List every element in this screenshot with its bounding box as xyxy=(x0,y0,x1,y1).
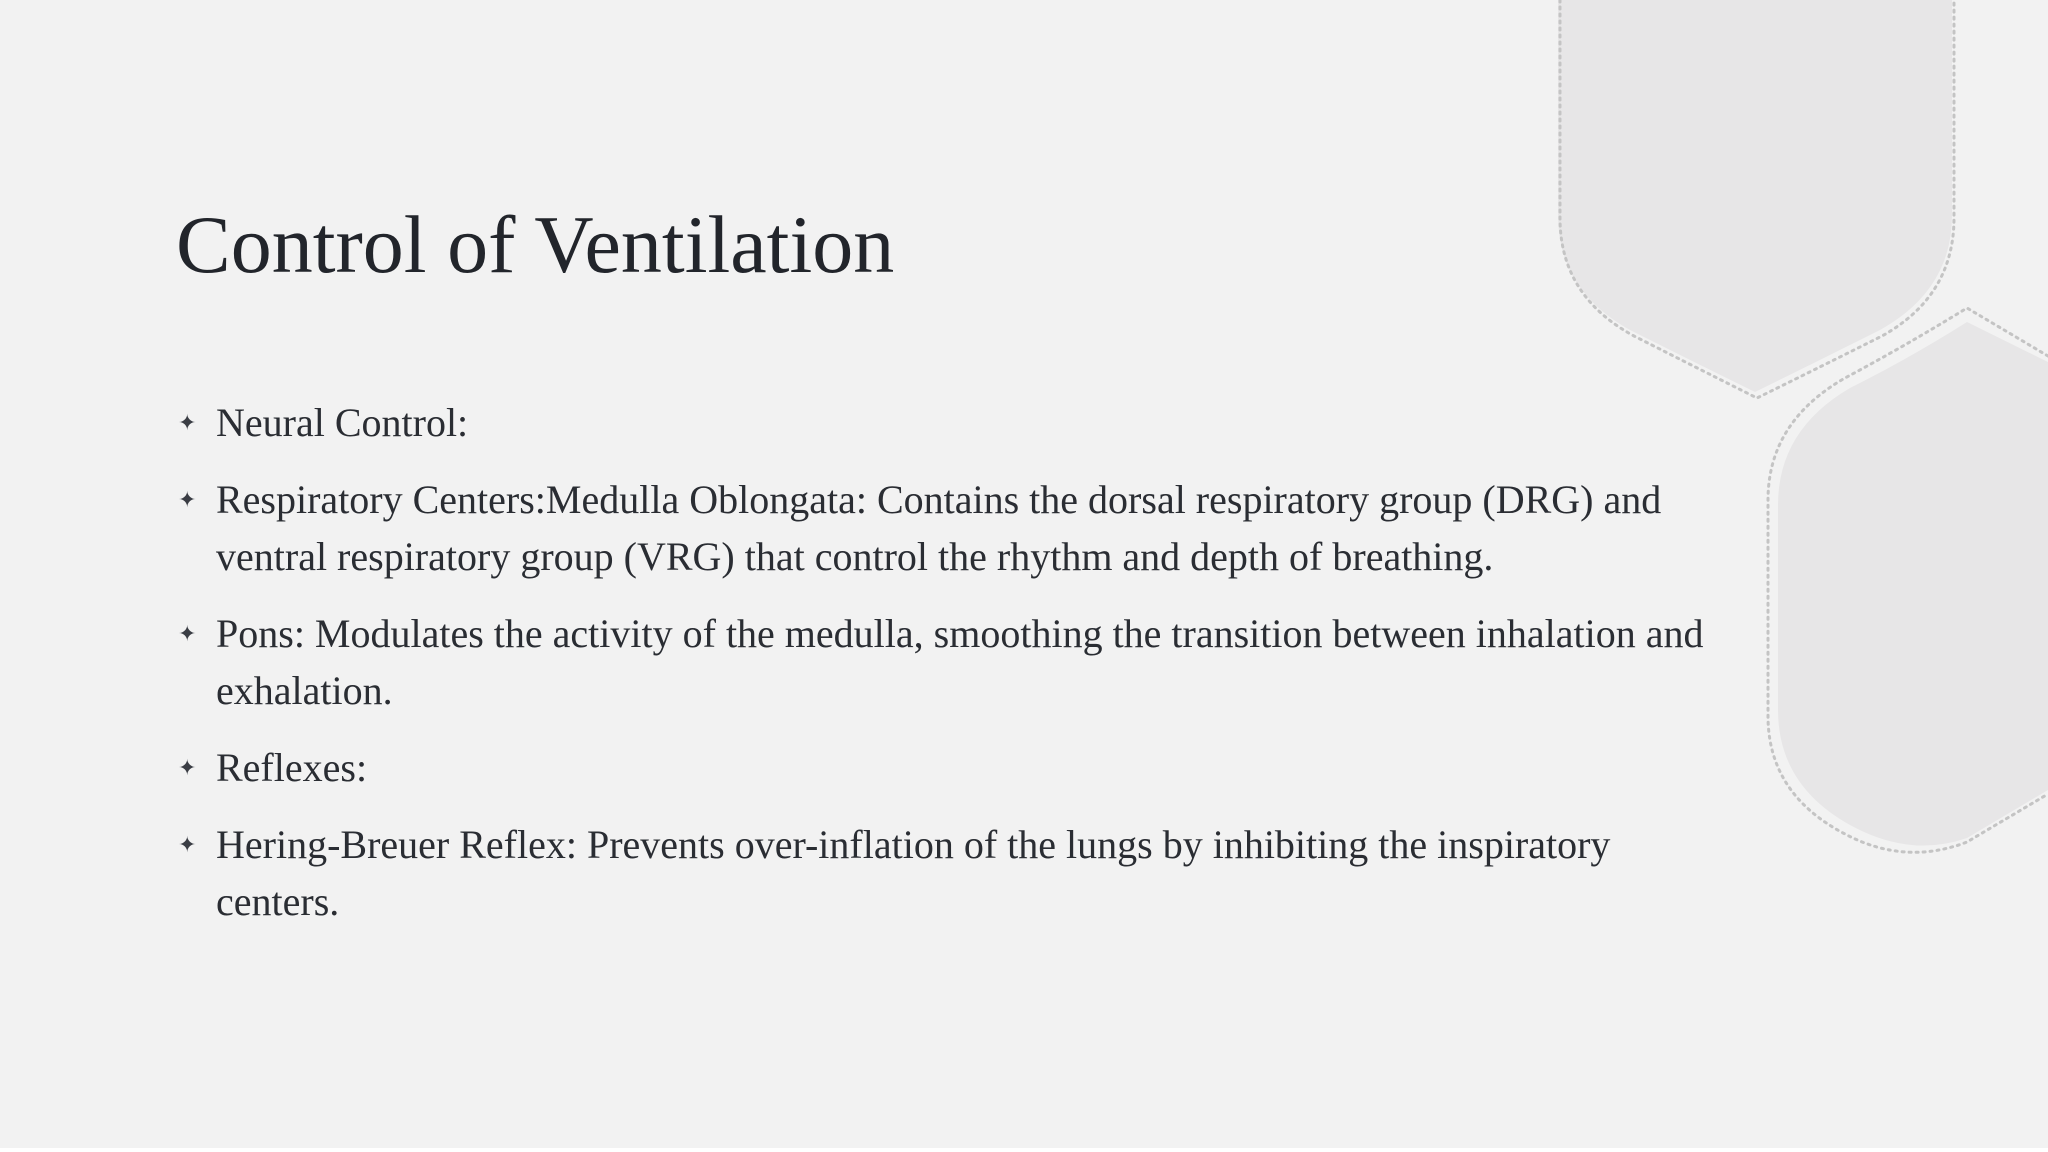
diamond-bullet-icon: ✦ xyxy=(178,487,197,512)
bullet-text: Pons: Modulates the activity of the medulla, smoothing the transition between inhalation and exhalation. xyxy=(216,611,1704,713)
decorative-arch-lower xyxy=(1778,322,2048,846)
bullet-item-hering-breuer-reflex xyxy=(176,816,1716,930)
diamond-bullet-icon: ✦ xyxy=(178,755,197,780)
slide-bottom-edge xyxy=(0,1148,2048,1152)
bullet-item-pons xyxy=(176,605,1716,719)
bullet-text: Reflexes: xyxy=(216,745,368,790)
bullet-text: Respiratory Centers:Medulla Oblongata: Contains the dorsal respiratory group (DRG) and ventral respiratory group (VRG) that control the rhythm and depth of breathing. xyxy=(216,477,1662,579)
decorative-arch-upper-outline xyxy=(1560,0,1954,398)
diamond-bullet-icon: ✦ xyxy=(178,410,197,435)
bullet-item-respiratory-centers xyxy=(176,471,1716,585)
bullet-list xyxy=(176,394,1716,950)
bullet-item-reflexes xyxy=(176,739,1716,796)
decorative-arch-lower-outline xyxy=(1768,308,2048,852)
bullet-text: Hering-Breuer Reflex: Prevents over-inflation of the lungs by inhibiting the inspiratory centers. xyxy=(216,822,1611,924)
decorative-arch-upper xyxy=(1558,0,1952,392)
bullet-item-neural-control xyxy=(176,394,1716,451)
diamond-bullet-icon: ✦ xyxy=(178,832,197,857)
page-title: Control of Ventilation xyxy=(176,199,895,290)
diamond-bullet-icon: ✦ xyxy=(178,621,197,646)
bullet-text: Neural Control: xyxy=(216,400,469,445)
